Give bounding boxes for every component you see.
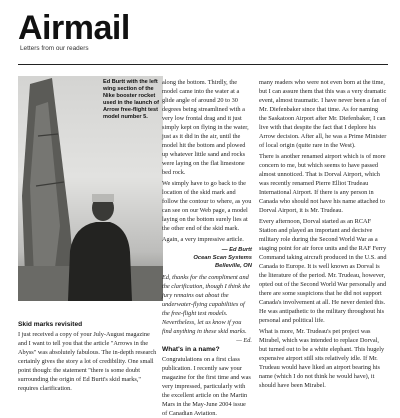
- page-title: Airmail: [18, 9, 130, 47]
- signature-org: Ocean Scan Systems: [193, 255, 252, 261]
- letter-body: We simply have to go back to the location of the skid mark and follow the contour to where, as you can see on our Web page, a model laying on the bottom surely lies at the other end of the skid mark.: [162, 180, 252, 232]
- letter-body: I just received a copy of your July-August magazine and I want to tell you that the article "Arrows in the Abyss" was absolutely fabulous. The in-depth research certainly gives the story a lot of credibility. One small point though: the statement "there is some doubt surrounding the origin of Ed Burtt's skid marks," requires clarification.: [18, 331, 157, 392]
- photo-caption: Ed Burtt with the left wing section of the Nike booster rocket used in the launch of Arrow free-flight test model number 5.: [103, 79, 159, 121]
- letter-body: many readers who were not even born at the time, but I can assure them that this was a very dramatic event, almost traumatic. I have never been a fan of Mr. Diefenbaker since that time. As for naming the Saskatoon Airport after Mr. Diefenbaker, I can live with that despite the fact that I deplore his Arrow decision. After all, he was a Prime Minister of local origin (quite rare in the West).: [259, 79, 387, 149]
- column-3: [259, 78, 387, 400]
- signature-name: — Ed Burtt: [221, 247, 252, 253]
- signature-place: Belleville, ON: [214, 263, 252, 269]
- column-2: [162, 78, 252, 417]
- header-rule: [18, 64, 388, 65]
- letter-body: There is another renamed airport which is of more concern to me, but which seems to have passed almost unnoticed. That is Dorval Airport, which was recently renamed Pierre Elliot Trudeau International Airport. If there is any person in Canada who should not have his name attached to Dorval Airport, it is Mr. Trudeau.: [259, 153, 386, 214]
- letter-body: Congratulations on a first class publication. I recently saw your magazine for the first time and was very impressed, particularly with the excellent article on the Martin Mars in the May-June 2004 issue of Canadian Aviation.: [162, 356, 251, 417]
- masthead: [18, 10, 388, 54]
- person-figure: [68, 222, 132, 301]
- page-subtitle: Letters from our readers: [20, 45, 89, 52]
- letter-body: along the bottom. Thirdly, the model came into the water at a glide angle of around 20 to 30 degrees being streamlined with a very low frontal drag and it just simply kept on flying in the water, just as it did in the air, until the model hit the bottom and plowed up whatever little sand and rocks were laying on the flat limestone bed rock.: [162, 79, 249, 176]
- letter-body: Every afternoon, Dorval started as an RCAF Station and played an important and decisive military role during the Second World War as a staging point for air force units and the RAF Ferry Command taking aircraft produced in the U.S. and Canada to Europe. It is well known as Dorval is the literature of the period. Mr. Trudeau, however, opted out of the Second World War personally and there are some suspicions that he did not support Canada's involvement at all. He never denied this. He was antipathetic to the military throughout his personal and political life.: [259, 218, 387, 324]
- letter-body: What is more, Mr. Trudeau's pet project was Mirabel, which was intended to replace Dorval, but turned out to be a white elephant. This hugely expensive airport still sits relatively idle. If Mr. Trudeau would have liked an airport bearing his name (which I do not think he would have), it should have been Mirabel.: [259, 328, 385, 389]
- letter-heading-name: What's in a name?: [162, 346, 220, 353]
- editor-tag: — Ed.: [236, 337, 252, 344]
- editor-note: [162, 273, 252, 344]
- editor-note-text: Ed, thanks for the compliment and the clarification, though I think the jury remains out about the underwater-flying capabilities of the free-flight test models. Nevertheless, let us know if you find anything in these skid marks.: [162, 274, 251, 335]
- column-1: [18, 320, 158, 395]
- letter-closing: Again, a very impressive article.: [162, 236, 244, 243]
- letter-heading-skid-marks: Skid marks revisited: [18, 321, 83, 328]
